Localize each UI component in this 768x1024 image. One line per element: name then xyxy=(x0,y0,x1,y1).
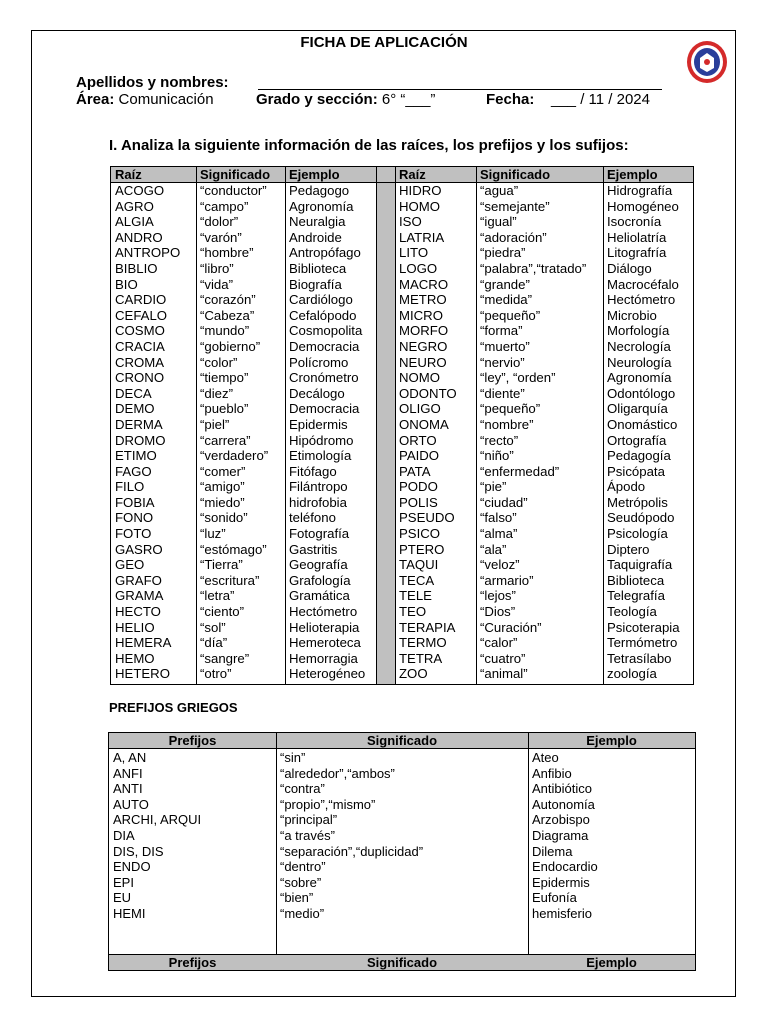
root-cell: LOGO xyxy=(399,260,438,276)
meaning-cell: “recto” xyxy=(480,432,519,448)
example-cell: Onomástico xyxy=(607,416,678,432)
meaning-cell: “falso” xyxy=(480,510,517,526)
meaning-cell: “Curación” xyxy=(480,619,542,635)
meaning-cell: “contra” xyxy=(280,781,325,797)
example-cell: Epidermis xyxy=(289,416,348,432)
meaning-cell: “día” xyxy=(200,635,228,651)
meaning-cell: “conductor” xyxy=(200,183,267,198)
meaning-cell: “enfermedad” xyxy=(480,463,560,479)
example-cell: Cronómetro xyxy=(289,370,359,386)
root-cell: ODONTO xyxy=(399,385,457,401)
prefix-cell: ANTI xyxy=(113,781,143,797)
root-cell: CEFALO xyxy=(115,307,168,323)
example-cell: Neuralgia xyxy=(289,214,346,230)
prefix-table-header xyxy=(109,733,695,749)
names-label: Apellidos y nombres: xyxy=(76,74,229,91)
root-cell: CROMA xyxy=(115,354,165,370)
grade-field xyxy=(256,91,435,108)
root-cell: AGRO xyxy=(115,198,154,214)
root-cell: PAIDO xyxy=(399,448,440,464)
example-cell: Oligarquía xyxy=(607,401,668,417)
root-cell: ALGIA xyxy=(115,214,154,230)
root-cell: MICRO xyxy=(399,307,443,323)
meaning-cell: “libro” xyxy=(200,260,234,276)
root-cell: ONOMA xyxy=(399,416,449,432)
prefix-cell: EPI xyxy=(113,874,134,890)
example-cell: Biblioteca xyxy=(607,572,665,588)
roots-left-column xyxy=(111,183,180,682)
meaning-cell: “letra” xyxy=(200,588,235,604)
roots-right-column xyxy=(395,183,457,682)
root-cell: NEURO xyxy=(399,354,447,370)
header-meaning-right: Significado xyxy=(480,167,551,182)
example-cell: Necrología xyxy=(607,338,671,354)
meaning-cell: “calor” xyxy=(480,635,518,651)
root-cell: PSEUDO xyxy=(399,510,455,526)
example-cell: Metrópolis xyxy=(607,494,668,510)
meaning-cell: “pie” xyxy=(480,479,507,495)
meaning-cell: “vida” xyxy=(200,276,233,292)
meaning-cell: “dentro” xyxy=(280,859,326,875)
root-cell: HETERO xyxy=(115,666,170,682)
example-cell: Psicópata xyxy=(607,463,665,479)
example-cell: Litografría xyxy=(607,245,667,261)
date-label: Fecha: xyxy=(486,91,535,108)
meaning-cell: “Dios” xyxy=(480,604,516,620)
school-logo xyxy=(686,40,728,84)
grade-label: Grado y sección: xyxy=(256,91,378,108)
prefix-cell: DIS, DIS xyxy=(113,843,164,859)
meaning-cell: “color” xyxy=(200,354,238,370)
meaning-cell: “veloz” xyxy=(480,557,520,573)
prefix-cell: DIA xyxy=(113,827,135,843)
example-cell: Eufonía xyxy=(532,890,577,906)
prefix-table-footer xyxy=(109,954,695,970)
meaning-cell: “sol” xyxy=(200,619,226,635)
header-meaning-left: Significado xyxy=(200,167,271,182)
root-cell: FOBIA xyxy=(115,494,155,510)
example-cell: Fotografía xyxy=(289,526,350,542)
example-cell: Heterogéneo xyxy=(289,666,366,682)
root-cell: BIBLIO xyxy=(115,260,158,276)
meaning-cell: “separación”,“duplicidad” xyxy=(280,843,424,859)
root-cell: TERMO xyxy=(399,635,447,651)
example-cell: Ortografía xyxy=(607,432,667,448)
example-cell: Tetrasílabo xyxy=(607,650,672,666)
root-cell: HECTO xyxy=(115,604,161,620)
meaning-cell: “mundo” xyxy=(200,323,250,339)
example-cell: Microbio xyxy=(607,307,657,323)
example-cell: Pedagogo xyxy=(289,183,350,198)
meaning-cell: “palabra”,“tratado” xyxy=(480,260,587,276)
meaning-cell: “igual” xyxy=(480,214,517,230)
example-cell: Odontólogo xyxy=(607,385,676,401)
root-cell: POLIS xyxy=(399,494,438,510)
root-cell: FOTO xyxy=(115,526,152,542)
meaning-cell: “ala” xyxy=(480,541,507,557)
grade-value: 6° “___” xyxy=(381,91,436,108)
meaning-cell: “forma” xyxy=(480,323,523,339)
root-cell: PSICO xyxy=(399,526,441,542)
prefix-cell: ANFI xyxy=(113,765,143,781)
example-cell: Biografía xyxy=(289,276,342,292)
meaning-cell: “grande” xyxy=(480,276,530,292)
meaning-cell: “diente” xyxy=(480,385,525,401)
example-cell: Hemeroteca xyxy=(289,635,361,651)
meaning-cell: “niño” xyxy=(480,448,514,464)
meaning-cell: “escritura” xyxy=(200,572,260,588)
meaning-cell: “propio”,“mismo” xyxy=(280,796,376,812)
example-cell: Decálogo xyxy=(289,385,345,401)
example-cell: Epidermis xyxy=(532,874,590,890)
meaning-cell: “campo” xyxy=(200,198,249,214)
root-cell: CRACIA xyxy=(115,338,165,354)
meaning-cell: “diez” xyxy=(200,385,233,401)
example-cell: Anfibio xyxy=(532,765,572,781)
example-cell: Morfología xyxy=(607,323,670,339)
page-title: FICHA DE APLICACIÓN xyxy=(300,34,468,51)
prefix-table xyxy=(108,732,696,971)
date-value: ___ / 11 / 2024 xyxy=(551,91,650,108)
meaning-cell: “agua” xyxy=(480,183,519,198)
meaning-cell: “amigo” xyxy=(200,479,245,495)
example-cell: Polícromo xyxy=(289,354,349,370)
root-cell: HEMERA xyxy=(115,635,172,651)
example-cell: Democracia xyxy=(289,338,360,354)
meaning-cell: “ciudad” xyxy=(480,494,528,510)
root-cell: PATA xyxy=(399,463,431,479)
example-cell: Homogéneo xyxy=(607,198,679,214)
prefix-cell: EU xyxy=(113,890,132,906)
example-cell: Gramática xyxy=(289,588,350,604)
area-value: Comunicación xyxy=(118,91,214,108)
example-cell: Hectómetro xyxy=(289,604,358,620)
meaning-cell: “miedo” xyxy=(200,494,245,510)
example-cell: Filántropo xyxy=(289,479,348,495)
example-cell: hemisferio xyxy=(532,905,592,921)
example-cell: Dilema xyxy=(532,843,573,859)
examples-left-column xyxy=(285,183,365,682)
root-cell: DERMA xyxy=(115,416,163,432)
example-cell: zoología xyxy=(607,666,657,682)
root-cell: GEO xyxy=(115,557,145,573)
meaning-cell: “armario” xyxy=(480,572,534,588)
example-cell: Seudópodo xyxy=(607,510,675,526)
meaning-cell: “ciento” xyxy=(200,604,244,620)
example-cell: Hipódromo xyxy=(289,432,354,448)
header-example-right: Ejemplo xyxy=(607,167,658,182)
example-cell: teléfono xyxy=(289,510,336,526)
meaning-cell: “medida” xyxy=(480,292,533,308)
meaning-cell: “pequeño” xyxy=(480,401,541,417)
example-cell: Termómetro xyxy=(607,635,678,651)
root-cell: DECA xyxy=(115,385,152,401)
root-cell: PODO xyxy=(399,479,438,495)
meaning-cell: “dolor” xyxy=(200,214,239,230)
root-cell: HELIO xyxy=(115,619,155,635)
meaning-cell: “verdadero” xyxy=(200,448,269,464)
prefixes-column xyxy=(109,750,201,922)
root-cell: ORTO xyxy=(399,432,437,448)
example-cell: Geografía xyxy=(289,557,348,573)
meaning-cell: “estómago” xyxy=(200,541,267,557)
root-cell: METRO xyxy=(399,292,447,308)
example-cell: Neurología xyxy=(607,354,672,370)
example-cell: Hemorragia xyxy=(289,650,358,666)
section2-title: PREFIJOS GRIEGOS xyxy=(109,700,238,715)
root-cell: FONO xyxy=(115,510,154,526)
root-cell: COSMO xyxy=(115,323,165,339)
meaning-cell: “principal” xyxy=(280,812,338,828)
root-cell: ANDRO xyxy=(115,229,163,245)
meanings-left-column xyxy=(196,183,268,682)
root-cell: BIO xyxy=(115,276,138,292)
example-cell: Hidrografía xyxy=(607,183,673,198)
meaning-cell: “sonido” xyxy=(200,510,248,526)
example-cell: Taquigrafía xyxy=(607,557,673,573)
example-cell: Endocardio xyxy=(532,859,598,875)
root-cell: GRAFO xyxy=(115,572,162,588)
root-cell: HIDRO xyxy=(399,183,442,198)
example-cell: Grafología xyxy=(289,572,351,588)
root-cell: FAGO xyxy=(115,463,152,479)
prefix-examples-column xyxy=(528,750,598,922)
meaning-cell: “ley”, “orden” xyxy=(480,370,556,386)
example-cell: Fitófago xyxy=(289,463,337,479)
root-cell: TETRA xyxy=(399,650,443,666)
example-cell: Helioterapia xyxy=(289,619,360,635)
root-cell: NEGRO xyxy=(399,338,448,354)
prefix-cell: ENDO xyxy=(113,859,151,875)
meaning-cell: “piel” xyxy=(200,416,230,432)
meaning-cell: “carrera” xyxy=(200,432,251,448)
meaning-cell: “Tierra” xyxy=(200,557,243,573)
example-cell: Agronomía xyxy=(289,198,354,214)
meanings-right-column xyxy=(476,183,586,682)
prefix-cell: AUTO xyxy=(113,796,149,812)
table-divider-column xyxy=(376,167,395,684)
roots-table-header xyxy=(111,167,693,183)
header-meaning: Significado xyxy=(366,733,438,748)
example-cell: Androide xyxy=(289,229,342,245)
meaning-cell: “nombre” xyxy=(480,416,534,432)
meaning-cell: “alrededor”,“ambos” xyxy=(280,765,395,781)
example-cell: Democracia xyxy=(289,401,360,417)
root-cell: NOMO xyxy=(399,370,441,386)
example-cell: Diptero xyxy=(607,541,650,557)
example-cell: Cosmopolita xyxy=(289,323,363,339)
example-cell: Ápodo xyxy=(607,479,646,495)
root-cell: GASRO xyxy=(115,541,163,557)
meaning-cell: “medio” xyxy=(280,905,325,921)
meaning-cell: “cuatro” xyxy=(480,650,526,666)
example-cell: Autonomía xyxy=(532,796,595,812)
example-cell: Antropófago xyxy=(289,245,361,261)
area-label: Área: xyxy=(76,91,115,108)
root-cell: DEMO xyxy=(115,401,155,417)
meaning-cell: “pequeño” xyxy=(480,307,541,323)
footer-prefix: Prefijos xyxy=(168,955,217,970)
root-cell: ACOGO xyxy=(115,183,165,198)
root-cell: ZOO xyxy=(399,666,428,682)
example-cell: Cefalópodo xyxy=(289,307,357,323)
section1-title: I. Analiza la siguiente información de las raíces, los prefijos y los sufijos: xyxy=(109,137,629,154)
root-cell: CRONO xyxy=(115,370,165,386)
footer-meaning: Significado xyxy=(366,955,438,970)
example-cell: Telegrafía xyxy=(607,588,665,604)
header-root-right: Raíz xyxy=(399,167,426,182)
meaning-cell: “corazón” xyxy=(200,292,256,308)
meaning-cell: “bien” xyxy=(280,890,314,906)
example-cell: Psicología xyxy=(607,526,668,542)
prefix-meanings-column xyxy=(276,750,423,922)
example-cell: Gastritis xyxy=(289,541,338,557)
root-cell: OLIGO xyxy=(399,401,441,417)
root-cell: MORFO xyxy=(399,323,449,339)
root-cell: ANTROPO xyxy=(115,245,181,261)
header-example-left: Ejemplo xyxy=(289,167,340,182)
example-cell: Macrocéfalo xyxy=(607,276,679,292)
example-cell: Heliolatría xyxy=(607,229,667,245)
meaning-cell: “piedra” xyxy=(480,245,526,261)
example-cell: Pedagogía xyxy=(607,448,671,464)
example-cell: Etimología xyxy=(289,448,352,464)
root-cell: FILO xyxy=(115,479,145,495)
root-cell: TELE xyxy=(399,588,432,604)
root-cell: GRAMA xyxy=(115,588,164,604)
meaning-cell: “lejos” xyxy=(480,588,516,604)
meaning-cell: “muerto” xyxy=(480,338,530,354)
footer-example: Ejemplo xyxy=(586,955,637,970)
meaning-cell: “otro” xyxy=(200,666,232,682)
root-cell: DROMO xyxy=(115,432,166,448)
root-cell: MACRO xyxy=(399,276,449,292)
example-cell: Psicoterapia xyxy=(607,619,680,635)
root-cell: HEMO xyxy=(115,650,155,666)
meaning-cell: “a través” xyxy=(280,827,335,843)
meaning-cell: “sangre” xyxy=(200,650,250,666)
example-cell: Diagrama xyxy=(532,827,589,843)
root-cell: TERAPIA xyxy=(399,619,456,635)
example-cell: Hectómetro xyxy=(607,292,676,308)
meaning-cell: “hombre” xyxy=(200,245,254,261)
meaning-cell: “sobre” xyxy=(280,874,322,890)
example-cell: Diálogo xyxy=(607,260,652,276)
meaning-cell: “pueblo” xyxy=(200,401,249,417)
prefix-cell: A, AN xyxy=(113,750,147,765)
names-input-line[interactable] xyxy=(258,89,662,90)
meaning-cell: “luz” xyxy=(200,526,226,542)
meaning-cell: “animal” xyxy=(480,666,528,682)
meaning-cell: “gobierno” xyxy=(200,338,261,354)
area-field xyxy=(76,91,214,108)
example-cell: Teología xyxy=(607,604,657,620)
root-cell: TEO xyxy=(399,604,427,620)
example-cell: Biblioteca xyxy=(289,260,347,276)
root-cell: LITO xyxy=(399,245,429,261)
root-cell: TECA xyxy=(399,572,435,588)
example-cell: Antibiótico xyxy=(532,781,592,797)
examples-right-column xyxy=(603,183,680,682)
meaning-cell: “varón” xyxy=(200,229,242,245)
root-cell: LATRIA xyxy=(399,229,445,245)
root-cell: PTERO xyxy=(399,541,445,557)
root-cell: HOMO xyxy=(399,198,441,214)
example-cell: Cardiólogo xyxy=(289,292,353,308)
meaning-cell: “Cabeza” xyxy=(200,307,255,323)
prefix-cell: ARCHI, ARQUI xyxy=(113,812,202,828)
example-cell: Ateo xyxy=(532,750,559,765)
meaning-cell: “comer” xyxy=(200,463,246,479)
root-cell: CARDIO xyxy=(115,292,167,308)
header-example: Ejemplo xyxy=(586,733,637,748)
example-cell: hidrofobia xyxy=(289,494,347,510)
meaning-cell: “tiempo” xyxy=(200,370,249,386)
example-cell: Isocronía xyxy=(607,214,662,230)
example-cell: Agronomía xyxy=(607,370,672,386)
example-cell: Arzobispo xyxy=(532,812,590,828)
root-cell: TAQUI xyxy=(399,557,439,573)
header-prefix: Prefijos xyxy=(168,733,217,748)
meaning-cell: “semejante” xyxy=(480,198,550,214)
roots-table xyxy=(110,166,694,685)
meaning-cell: “alma” xyxy=(480,526,518,542)
meaning-cell: “nervio” xyxy=(480,354,525,370)
header-root-left: Raíz xyxy=(115,167,142,182)
meaning-cell: “adoración” xyxy=(480,229,547,245)
root-cell: ETIMO xyxy=(115,448,157,464)
root-cell: ISO xyxy=(399,214,422,230)
meaning-cell: “sin” xyxy=(280,750,306,765)
prefix-cell: HEMI xyxy=(113,905,146,921)
